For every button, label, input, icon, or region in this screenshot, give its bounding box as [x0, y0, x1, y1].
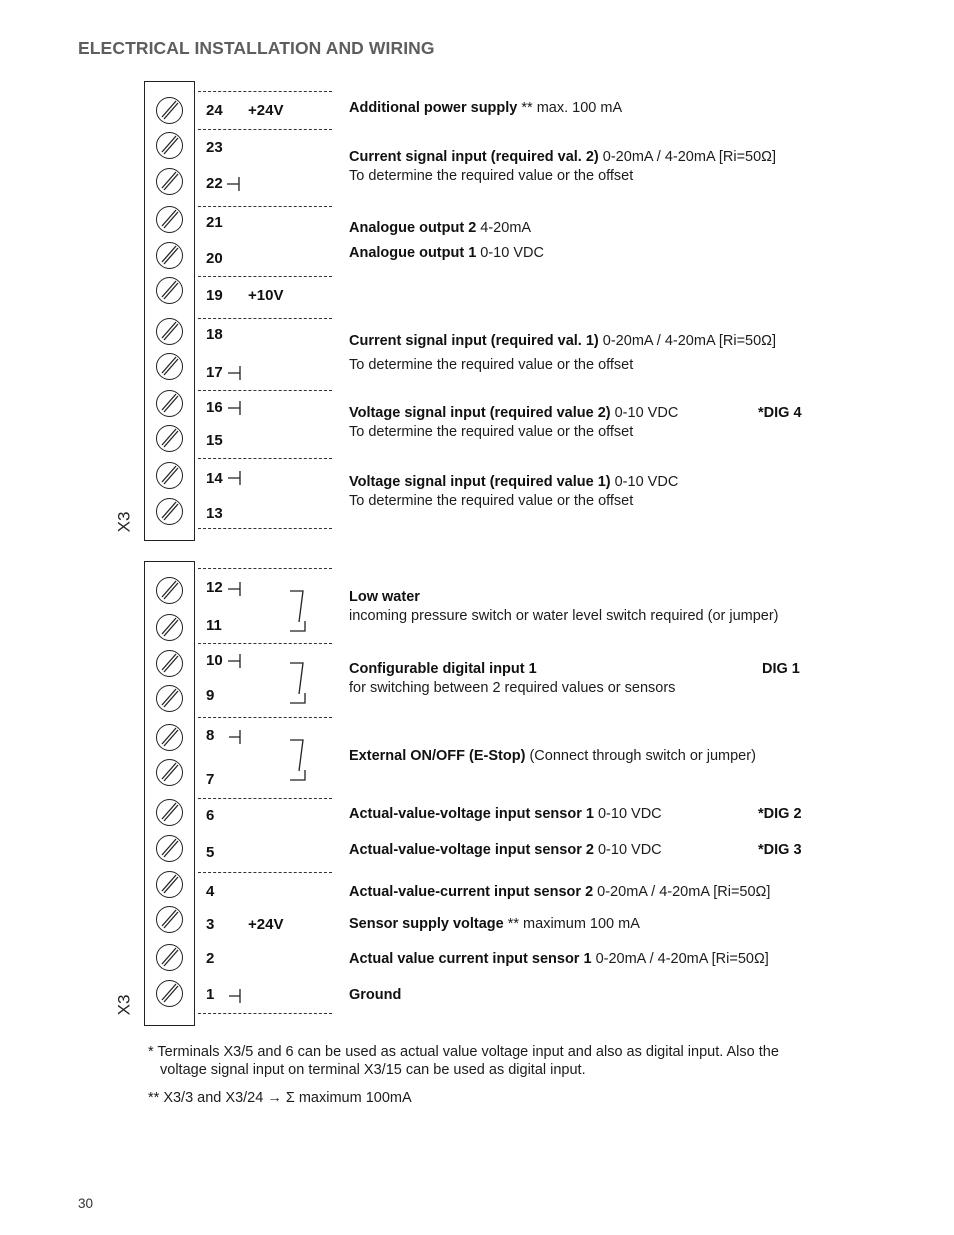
switch-symbol-8-7	[290, 740, 305, 780]
desc-terminal-6: Actual-value-voltage input sensor 1 0-10 VDC	[349, 806, 662, 822]
desc-terminal-5: Actual-value-voltage input sensor 2 0-10 VDC	[349, 842, 662, 858]
terminal-voltage-24: +24V	[248, 102, 284, 119]
block-label-upper: X3	[114, 511, 134, 533]
desc-terminal-24: Additional power supply ** max. 100 mA	[349, 100, 623, 116]
desc-terminal-1: Ground	[349, 987, 402, 1003]
terminal-number-9: 9	[206, 687, 215, 704]
desc-terminal-8-7: External ON/OFF (E-Stop) (Connect through switch or jumper)	[349, 748, 756, 764]
terminal-number-10: 10	[206, 652, 223, 669]
desc-terminal-20: Analogue output 1 0-10 VDC	[349, 245, 544, 261]
terminal-number-6: 6	[206, 807, 215, 824]
footnote-1-line1: * Terminals X3/5 and 6 can be used as actual value voltage input and also as digital input. Also the	[148, 1044, 779, 1060]
contact-mark-14	[228, 471, 240, 485]
contact-mark-22	[227, 177, 239, 191]
desc-terminal-18-17-line2: To determine the required value or the offset	[349, 357, 634, 373]
terminal-number-1: 1	[206, 986, 215, 1003]
terminal-number-16: 16	[206, 399, 223, 416]
page-heading: ELECTRICAL INSTALLATION AND WIRING	[78, 38, 435, 58]
desc-terminal-4: Actual-value-current input sensor 2 0-20mA / 4-20mA [Ri=50Ω]	[349, 884, 771, 900]
terminal-number-2: 2	[206, 950, 215, 967]
terminal-number-23: 23	[206, 139, 223, 156]
terminal-number-5: 5	[206, 844, 215, 861]
desc-terminal-14-13: Voltage signal input (required value 1) 0-10 VDC To determine the required value or the offset	[349, 474, 679, 509]
contact-mark-1	[229, 989, 240, 1003]
dig-label-1: DIG 1	[762, 661, 800, 677]
desc-terminal-10-9: Configurable digital input 1 for switching between 2 required values or sensors	[349, 661, 676, 696]
contact-mark-16	[228, 401, 240, 415]
terminal-number-13: 13	[206, 505, 223, 522]
terminal-number-24: 24	[206, 102, 223, 119]
footnote-2: ** X3/3 and X3/24 → Σ maximum 100mA	[148, 1090, 412, 1106]
terminal-number-21: 21	[206, 214, 223, 231]
desc-terminal-12-11: Low water incoming pressure switch or water level switch required (or jumper)	[349, 589, 779, 624]
desc-terminal-3: Sensor supply voltage ** maximum 100 mA	[349, 916, 640, 932]
desc-terminal-16-15: Voltage signal input (required value 2) 0-10 VDC To determine the required value or the offset	[349, 405, 679, 440]
terminal-number-19: 19	[206, 287, 223, 304]
switch-symbol-12-11	[290, 591, 305, 631]
terminal-number-22: 22	[206, 175, 223, 192]
terminal-number-3: 3	[206, 916, 215, 933]
dig-label-2: *DIG 2	[758, 806, 802, 822]
contact-mark-17	[228, 366, 240, 380]
block-label-lower: X3	[114, 994, 134, 1016]
terminal-voltage-3: +24V	[248, 916, 284, 933]
terminal-number-8: 8	[206, 727, 215, 744]
terminal-number-4: 4	[206, 883, 215, 900]
terminal-voltage-19: +10V	[248, 287, 284, 304]
contact-mark-10	[228, 654, 240, 668]
terminal-number-18: 18	[206, 326, 223, 343]
terminal-number-20: 20	[206, 250, 223, 267]
switch-symbol-10-9	[290, 663, 305, 703]
contact-mark-8	[229, 730, 240, 744]
dig-label-3: *DIG 3	[758, 842, 802, 858]
desc-terminal-18-17: Current signal input (required val. 1) 0-20mA / 4-20mA [Ri=50Ω]	[349, 333, 777, 349]
terminal-number-17: 17	[206, 364, 223, 381]
footnote-1-line2: voltage signal input on terminal X3/15 can be used as digital input.	[160, 1062, 586, 1078]
contact-mark-12	[228, 582, 240, 596]
desc-terminal-2: Actual value current input sensor 1 0-20mA / 4-20mA [Ri=50Ω]	[349, 951, 769, 967]
page-number: 30	[78, 1196, 94, 1211]
terminal-number-7: 7	[206, 771, 215, 788]
terminal-number-15: 15	[206, 432, 223, 449]
desc-terminal-21: Analogue output 2 4-20mA	[349, 220, 532, 236]
dig-label-4: *DIG 4	[758, 405, 802, 421]
terminal-number-12: 12	[206, 579, 223, 596]
terminal-number-14: 14	[206, 470, 223, 487]
terminal-number-11: 11	[206, 617, 222, 634]
desc-terminal-23-22: Current signal input (required val. 2) 0-20mA / 4-20mA [Ri=50Ω] To determine the required value or the offset	[349, 149, 777, 184]
